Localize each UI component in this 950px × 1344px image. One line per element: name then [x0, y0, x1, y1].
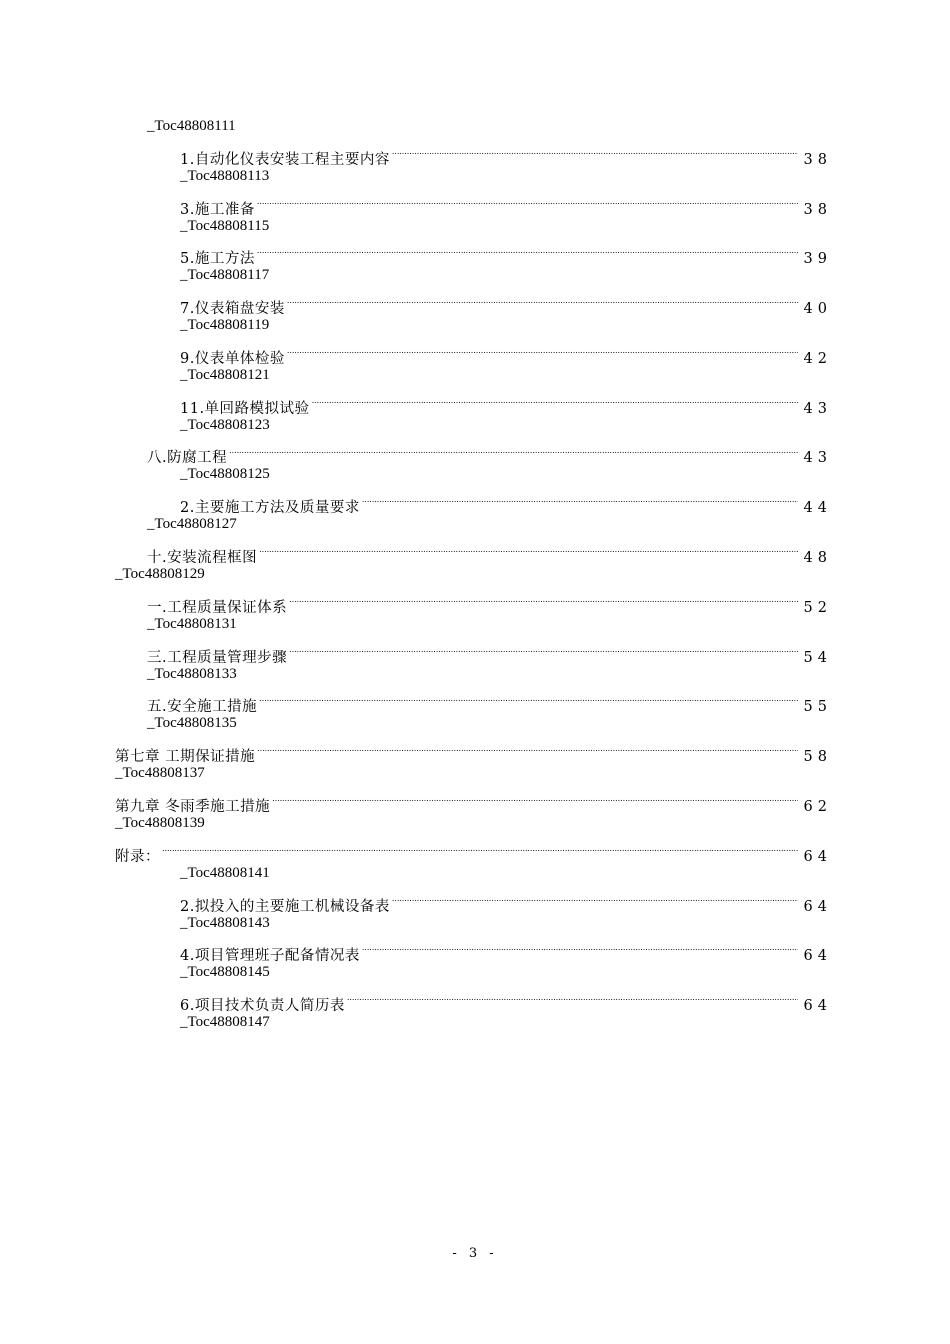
toc-anchor-code: _Toc48808139 — [115, 814, 205, 831]
toc-anchor-code: _Toc48808131 — [147, 615, 237, 632]
toc-anchor-code: _Toc48808137 — [115, 765, 205, 782]
toc-line — [0, 637, 950, 666]
toc-line — [0, 438, 950, 467]
toc-entry-page: 43 — [803, 450, 832, 467]
toc-line — [0, 861, 950, 886]
toc-entry-page: 55 — [803, 699, 832, 716]
toc-anchor-code: _Toc48808113 — [180, 167, 270, 184]
toc-line — [0, 388, 950, 417]
toc-line — [0, 214, 950, 239]
toc-leader-dots — [162, 836, 798, 861]
toc-leader-dots — [362, 935, 798, 960]
toc-leader-dots — [229, 438, 797, 463]
table-of-contents — [0, 114, 950, 1035]
toc-anchor-code: _Toc48808115 — [180, 217, 270, 234]
toc-line — [0, 238, 950, 268]
toc-anchor-code: _Toc48808123 — [180, 416, 270, 433]
toc-leader-dots — [287, 338, 798, 363]
toc-entry-title: 2.主要施工方法及质量要求 — [180, 500, 360, 517]
toc-line — [0, 886, 950, 915]
page-number: - 3 - — [452, 1246, 498, 1261]
toc-anchor-code: _Toc48808121 — [180, 366, 270, 383]
toc-line — [0, 537, 950, 567]
toc-entry-page: 43 — [803, 400, 832, 417]
toc-entry-page: 52 — [803, 599, 832, 616]
toc-entry-page: 54 — [803, 649, 832, 666]
toc-leader-dots — [259, 537, 797, 562]
toc-anchor-code: _Toc48808135 — [147, 715, 237, 732]
toc-entry-page: 64 — [803, 848, 832, 865]
toc-entry-title: 5.施工方法 — [180, 251, 255, 268]
toc-line — [0, 911, 950, 936]
toc-leader-dots — [272, 786, 797, 811]
toc-line — [0, 811, 950, 836]
toc-entry-title: 一.工程质量保证体系 — [147, 599, 288, 616]
toc-leader-dots — [257, 189, 798, 214]
toc-entry-page: 58 — [803, 749, 832, 766]
toc-entry-page: 64 — [803, 998, 832, 1015]
toc-line — [0, 985, 950, 1015]
toc-entry-page: 39 — [803, 251, 832, 268]
toc-anchor-code: _Toc48808111 — [147, 118, 236, 134]
toc-leader-dots — [362, 487, 798, 512]
toc-anchor-code: _Toc48808143 — [180, 914, 270, 931]
toc-anchor-code: _Toc48808145 — [180, 964, 270, 981]
toc-entry-title: 三.工程质量管理步骤 — [147, 649, 288, 666]
toc-entry-title: 附录： — [115, 848, 160, 865]
toc-entry-title: 4.项目管理班子配备情况表 — [180, 948, 360, 965]
toc-line — [0, 487, 950, 517]
toc-line — [0, 363, 950, 388]
toc-anchor-code: _Toc48808117 — [180, 267, 270, 284]
toc-leader-dots — [289, 587, 797, 612]
toc-entry-title: 1.自动化仪表安装工程主要内容 — [180, 151, 390, 168]
toc-entry-page: 62 — [803, 798, 832, 815]
toc-entry-title: 第七章 工期保证措施 — [115, 749, 256, 766]
toc-line — [0, 711, 950, 736]
toc-line — [0, 164, 950, 189]
toc-entry-page: 64 — [803, 898, 832, 915]
toc-leader-dots — [289, 637, 797, 662]
toc-entry-title: 6.项目技术负责人简历表 — [180, 998, 345, 1015]
toc-entry-page: 40 — [803, 301, 832, 318]
toc-line — [0, 686, 950, 716]
toc-entry-title: 第九章 冬雨季施工措施 — [115, 798, 271, 815]
toc-line — [0, 836, 950, 865]
toc-anchor-code: _Toc48808125 — [180, 466, 270, 483]
toc-anchor-code: _Toc48808133 — [147, 665, 237, 682]
toc-entry-page: 64 — [803, 948, 832, 965]
toc-entry-title: 2.拟投入的主要施工机械设备表 — [180, 898, 390, 915]
toc-line — [0, 288, 950, 318]
toc-leader-dots — [257, 238, 798, 263]
toc-line — [0, 562, 950, 587]
toc-line — [0, 462, 950, 487]
toc-line — [0, 587, 950, 616]
toc-entry-title: 9.仪表单体检验 — [180, 350, 285, 367]
toc-line — [0, 761, 950, 786]
toc-entry-title: 3.施工准备 — [180, 201, 255, 218]
toc-anchor-code: _Toc48808147 — [180, 1014, 270, 1031]
toc-line — [0, 512, 950, 537]
toc-entry-title: 11.单回路模拟试验 — [180, 400, 310, 417]
toc-line — [0, 263, 950, 288]
toc-line — [0, 736, 950, 766]
toc-entry-title: 十.安装流程框图 — [147, 550, 258, 567]
toc-leader-dots — [392, 886, 798, 911]
toc-line — [0, 662, 950, 687]
toc-entry-title: 7.仪表箱盘安装 — [180, 301, 285, 318]
toc-line — [0, 1010, 950, 1035]
toc-line — [0, 114, 950, 139]
toc-entry-page: 44 — [803, 500, 832, 517]
toc-leader-dots — [257, 736, 797, 761]
toc-leader-dots — [347, 985, 798, 1010]
toc-entry-page: 42 — [803, 350, 832, 367]
toc-entry-page: 48 — [803, 550, 832, 567]
toc-leader-dots — [392, 139, 798, 164]
toc-line — [0, 189, 950, 218]
toc-leader-dots — [287, 288, 798, 313]
toc-leader-dots — [312, 388, 798, 413]
toc-anchor-code: _Toc48808129 — [115, 566, 205, 583]
toc-entry-title: 八.防腐工程 — [147, 450, 228, 467]
toc-line — [0, 338, 950, 367]
toc-entry-title: 五.安全施工措施 — [147, 699, 258, 716]
toc-line — [0, 960, 950, 985]
toc-line — [0, 612, 950, 637]
toc-anchor-code: _Toc48808119 — [180, 317, 270, 334]
toc-entry-page: 38 — [803, 201, 832, 218]
toc-line — [0, 139, 950, 168]
toc-anchor-code: _Toc48808141 — [180, 864, 270, 881]
toc-leader-dots — [259, 686, 797, 711]
toc-line — [0, 413, 950, 438]
toc-line — [0, 313, 950, 338]
toc-line — [0, 935, 950, 965]
toc-anchor-code: _Toc48808127 — [147, 516, 237, 533]
toc-line — [0, 786, 950, 815]
toc-entry-page: 38 — [803, 151, 832, 168]
